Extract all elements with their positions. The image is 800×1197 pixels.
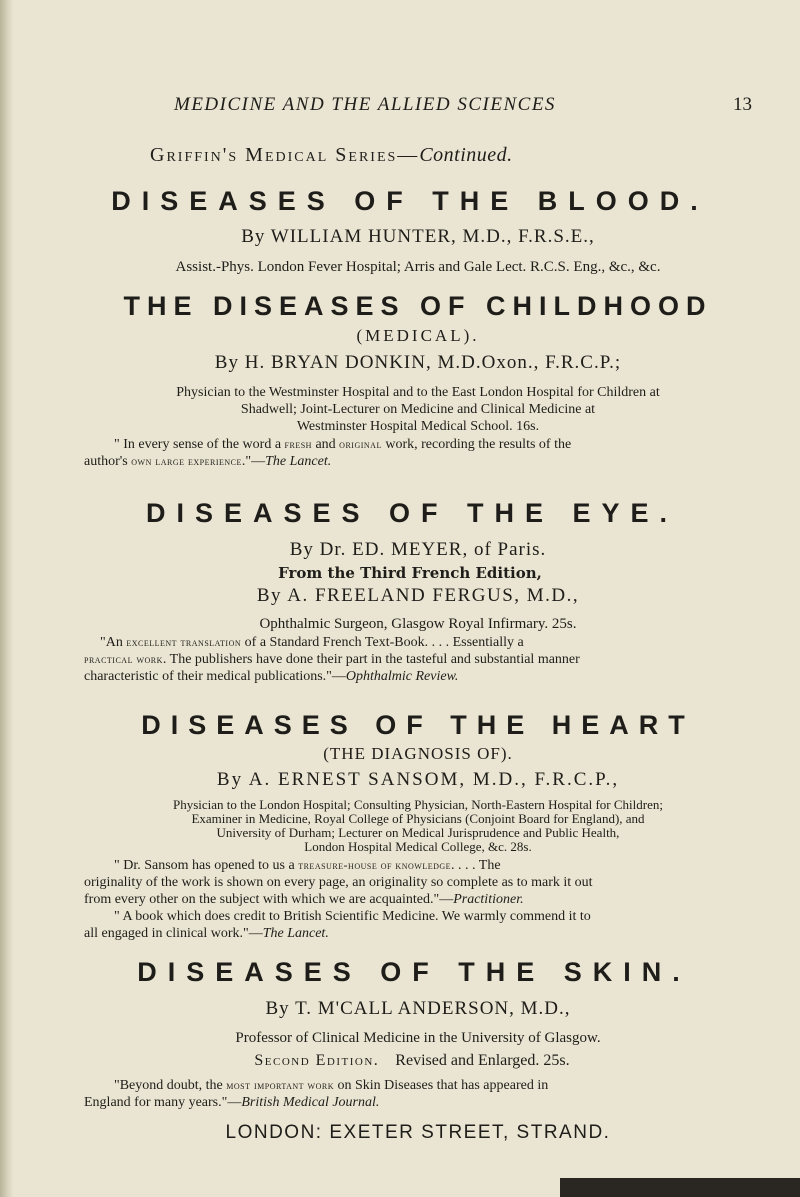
book-subtitle-heart: (THE DIAGNOSIS OF). xyxy=(323,744,513,763)
review-text: from every other on the subject with which we are acquainted."— xyxy=(84,892,454,907)
book-credentials-heart-2: Examiner in Medicine, Royal College of Physicians (Conjoint Board for England), and xyxy=(191,811,645,826)
review-caps: own large experience xyxy=(131,454,242,468)
running-head-title: MEDICINE AND THE ALLIED SCIENCES xyxy=(174,94,556,115)
review-caps: excellent translation xyxy=(126,635,242,649)
review-heart-1 xyxy=(84,857,752,908)
book-author-heart: By A. ERNEST SANSOM, M.D., F.R.C.P., xyxy=(216,769,620,790)
book-author-eye: By Dr. ED. MEYER, of Paris. xyxy=(289,539,547,560)
review-text: " In every sense of the word a xyxy=(114,437,285,452)
book-author-childhood: By H. BRYAN DONKIN, M.D.Oxon., F.R.C.P.; xyxy=(214,352,622,373)
book-title-childhood: THE DISEASES OF CHILDHOOD xyxy=(123,291,713,321)
review-text: England for many years."— xyxy=(84,1095,242,1110)
publisher-footer: LONDON: EXETER STREET, STRAND. xyxy=(225,1122,611,1143)
series-heading xyxy=(150,144,513,167)
book-author-skin: By T. M'CALL ANDERSON, M.D., xyxy=(265,998,571,1019)
running-head xyxy=(84,94,752,120)
book-title-heart: DISEASES OF THE HEART xyxy=(141,710,695,740)
book-credentials-childhood-1: Physician to the Westminster Hospital and to the East London Hospital for Children at xyxy=(176,385,660,400)
book-subtitle-childhood: (MEDICAL). xyxy=(356,326,480,345)
review-text: and xyxy=(311,437,340,452)
review-source: Practitioner. xyxy=(453,892,524,907)
review-text: characteristic of their medical publications."— xyxy=(84,669,346,684)
review-text: on Skin Diseases that has appeared in xyxy=(333,1078,549,1093)
book-title-blood: DISEASES OF THE BLOOD. xyxy=(111,186,709,216)
book-credentials-heart-3: University of Durham; Lecturer on Medical Jurisprudence and Public Health, xyxy=(216,825,620,840)
review-source: The Lancet. xyxy=(262,926,329,941)
review-caps: practical work xyxy=(84,652,163,666)
book-credentials-childhood-3: Westminster Hospital Medical School. 16s. xyxy=(296,419,540,434)
review-eye xyxy=(84,634,752,685)
page-number: 13 xyxy=(733,94,752,115)
book-credentials-skin: Professor of Clinical Medicine in the University of Glasgow. xyxy=(235,1030,601,1046)
review-text: "Beyond doubt, the xyxy=(114,1078,227,1093)
review-text: . . . . The xyxy=(451,858,501,873)
review-text: work, recording the results of the xyxy=(381,437,572,452)
page-edge-shadow xyxy=(0,0,14,1197)
review-source: British Medical Journal. xyxy=(241,1095,380,1110)
review-text: . The publishers have done their part in the tasteful and substantial manner xyxy=(162,652,580,667)
book-author-blood: By WILLIAM HUNTER, M.D., F.R.S.E., xyxy=(241,226,595,247)
review-text: originality of the work is shown on every page, an originality so complete as to mark it out xyxy=(84,875,593,890)
scan-edge-bar xyxy=(560,1178,800,1197)
review-childhood xyxy=(84,436,752,470)
review-caps: original xyxy=(339,437,382,451)
edition-note: Revised and Enlarged. 25s. xyxy=(395,1052,570,1069)
book-edition-skin xyxy=(78,1052,746,1070)
book-title-skin: DISEASES OF THE SKIN. xyxy=(137,957,691,987)
book-credentials-heart-1: Physician to the London Hospital; Consulting Physician, North-Eastern Hospital for Children; xyxy=(173,797,663,812)
review-source: Ophthalmic Review. xyxy=(345,669,459,684)
edition-label: Second Edition. xyxy=(254,1052,380,1069)
review-text: " Dr. Sansom has opened to us a xyxy=(114,858,299,873)
review-text: author's xyxy=(84,454,132,469)
book-edition-eye: From the Third French Edition, xyxy=(278,564,542,582)
review-text: " A book which does credit to British Scientific Medicine. We warmly commend it to xyxy=(114,909,591,924)
book-credentials-childhood-2: Shadwell; Joint-Lecturer on Medicine and Clinical Medicine at xyxy=(240,402,596,417)
series-heading-text: Griffin's Medical Series— xyxy=(150,144,420,166)
series-continued: Continued. xyxy=(419,144,513,166)
review-heart-2 xyxy=(84,908,752,942)
book-credentials-eye: Ophthalmic Surgeon, Glasgow Royal Infirmary. 25s. xyxy=(259,616,577,632)
review-caps: fresh xyxy=(284,437,312,451)
review-caps: most important work xyxy=(226,1078,334,1092)
book-translator-eye: By A. FREELAND FERGUS, M.D., xyxy=(256,585,580,606)
review-text: "An xyxy=(100,635,127,650)
review-text: of a Standard French Text-Book. . . . Essentially a xyxy=(241,635,524,650)
review-text: all engaged in clinical work."— xyxy=(84,926,263,941)
review-text: ."— xyxy=(241,454,266,469)
review-caps: treasure-house of knowledge xyxy=(298,858,452,872)
book-credentials-blood: Assist.-Phys. London Fever Hospital; Arris and Gale Lect. R.C.S. Eng., &c., &c. xyxy=(175,259,661,275)
book-title-eye: DISEASES OF THE EYE. xyxy=(145,498,679,528)
review-skin xyxy=(84,1077,752,1111)
review-source: The Lancet. xyxy=(265,454,332,469)
book-credentials-heart-4: London Hospital Medical College, &c. 28s. xyxy=(304,839,532,854)
